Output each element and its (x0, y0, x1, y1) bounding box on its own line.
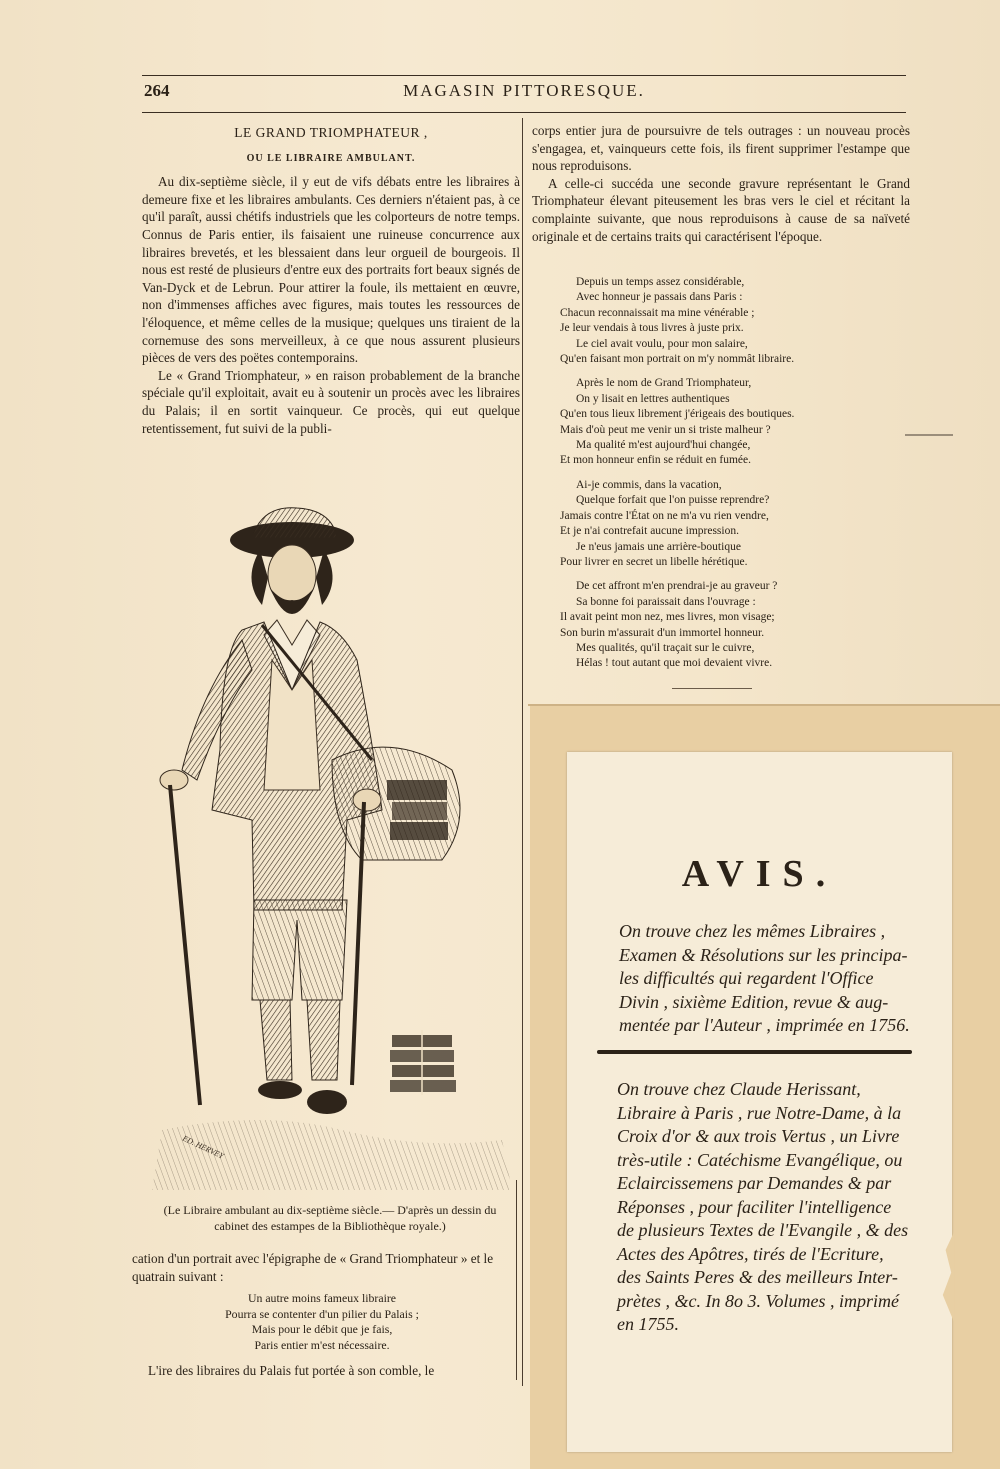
avis-line: Actes des Apôtres, tirés de l'Ecriture, (617, 1243, 884, 1264)
poem-line: Son burin m'assurait d'un immortel honneur. (560, 626, 765, 639)
paragraph: A celle-ci succéda une seconde gravure représentant le Grand Triomphateur élevant piteusement les bras vers le ciel et récitant la complainte suivante, que nous reproduisons à cause de sa naïveté originale et de certains traits qui caractérisent l'époque. (532, 175, 910, 244)
avis-line: On trouve chez les mêmes Libraires , (619, 921, 886, 941)
article-column-left (142, 122, 520, 437)
quatrain (132, 1291, 512, 1353)
avis-line: des Saints Peres & des meilleurs Inter- (617, 1267, 898, 1287)
margin-mark (905, 434, 953, 436)
avis-title: AVIS. (681, 853, 838, 895)
engraver-signature: ED. HERVEY (181, 1133, 226, 1161)
poem-line: Il avait peint mon nez, mes livres, mon visage; (560, 611, 775, 624)
avis-line: mentée par l'Auteur , imprimée en 1756. (619, 1015, 910, 1035)
poem-line: Et mon honneur enfin se réduit en fumée. (560, 454, 751, 467)
quatrain-line: Mais pour le débit que je fais, (251, 1322, 393, 1337)
poem-line: Jamais contre l'État on ne m'a vu rien vendre, (560, 509, 769, 522)
avis-line: de plusieurs Textes de l'Evangile , & des (617, 1220, 909, 1240)
avis-line: Divin , sixième Edition, revue & aug- (619, 991, 889, 1012)
avis-line: Eclaircissemens par Demandes & par (617, 1173, 892, 1193)
article-title: LE GRAND TRIOMPHATEUR , (234, 125, 428, 140)
avis-paragraph-1 (619, 920, 919, 1038)
page-number: 264 (144, 81, 170, 100)
avis-paragraph-2 (617, 1078, 927, 1337)
poem-line: Depuis un temps assez considérable, (576, 276, 745, 288)
complainte-poem (560, 275, 860, 681)
poem-line: Qu'en tous lieux librement j'érigeais des boutiques. (560, 408, 795, 421)
peddler-figure-engraving (142, 490, 522, 1190)
poem-stanza (560, 478, 860, 570)
avis-line: Croix d'or & aux trois Vertus , un Livre (617, 1126, 900, 1146)
poem-line: Chacun reconnaissait ma mine vénérable ; (560, 306, 755, 319)
poem-line: Je n'eus jamais une arrière-boutique (576, 540, 741, 553)
avis-line: prètes , &c. In 8o 3. Volumes , imprimé (617, 1290, 899, 1311)
poem-line: Ma qualité m'est aujourd'hui changée, (576, 439, 751, 452)
poem-line: De cet affront m'en prendrai-je au graveur ? (576, 580, 778, 593)
avis-line: très-utile : Catéchisme Evangélique, ou (617, 1149, 903, 1170)
avis-divider (597, 1050, 912, 1054)
avis-line: Réponses , pour faciliter l'intelligence (617, 1196, 892, 1217)
page-header (142, 75, 906, 113)
paragraph: Au dix-septième siècle, il y eut de vifs débats entre les libraires à demeure fixe et les libraires ambulants. Ces derniers n'étaient pas, à ce qu'il paraît, aussi chétifs industriels que les colporteurs de notre temps. Connus de Paris entier, ils faisaient une ruineuse concurrence aux libraires brevetés, et les blessaient dans leur orgueil de bourgeois. Il nous est resté de plusieurs d'entre eux des portraits fort beaux signés de Van-Dyck et de Lebrun. Pour attirer la foule, ils mettaient en œuvre, non d'immenses affiches avec figures, mais toutes les ressources de l'éloquence, et même celles de la musique; quelques uns tiraient de la cornemuse des sons merveilleux, à ce que nous assurent plusieurs pièces de vers des poëtes contemporains. (142, 174, 520, 366)
book-bundle-icon (390, 1030, 456, 1095)
avis-line: Libraire à Paris , rue Notre-Dame, à la (617, 1102, 902, 1123)
poem-line: On y lisait en lettres authentiques (576, 392, 730, 405)
avis-line: en 1755. (617, 1314, 679, 1334)
avis-line: Examen & Résolutions sur les principa- (619, 944, 908, 965)
poem-line: Avec honneur je passais dans Paris : (576, 291, 743, 304)
column-divider (522, 118, 523, 1386)
poem-stanza (560, 275, 860, 367)
poem-line: Qu'en faisant mon portrait on m'y nommât libraire. (560, 353, 795, 366)
illustration-caption: (Le Libraire ambulant au dix-septième siècle.— D'après un dessin du cabinet des estampes de la Bibliothèque royale.) (163, 1203, 497, 1233)
torn-paper-edge (940, 1232, 954, 1322)
quatrain-line: Pourra se contenter d'un pilier du Palais ; (225, 1306, 419, 1321)
poem-line: Quelque forfait que l'on puisse reprendre? (576, 494, 770, 507)
quatrain-line: Paris entier m'est nécessaire. (254, 1337, 390, 1352)
paragraph: corps entier jura de poursuivre de tels outrages : un nouveau procès s'engagea, et, vainqueurs cette fois, ils firent supprimer l'estampe que nous reproduisons. (532, 123, 910, 174)
article-column-right (532, 122, 910, 245)
poem-line: Mais d'où peut me venir un si triste malheur ? (560, 423, 771, 436)
poem-line: Après le nom de Grand Triomphateur, (576, 377, 752, 390)
poem-line: Pour livrer en secret un libelle hérétique. (560, 555, 748, 568)
column-divider-lower (516, 1180, 517, 1380)
paragraph: Le « Grand Triomphateur, » en raison probablement de la branche spéciale qu'il exploitait, avait eu à soutenir un procès avec les libraires du Palais; il en sortit vainqueur. Ce procès, qui eut quelque retentissement, fut suivi de la publi- (142, 367, 520, 436)
poem-line: Le ciel avait voulu, pour mon salaire, (576, 337, 748, 350)
poem-line: Mes qualités, qu'il traçait sur le cuivre, (576, 641, 755, 654)
article-continuation (132, 1250, 512, 1379)
journal-title: MAGASIN PITTORESQUE. (403, 81, 645, 100)
poem-end-rule (672, 688, 752, 689)
engraving-illustration (142, 490, 522, 1190)
poem-line: Ai-je commis, dans la vacation, (576, 478, 722, 491)
poem-line: Hélas ! tout autant que moi devaient vivre. (576, 657, 773, 670)
avis-line: les difficultés qui regardent l'Office (619, 968, 874, 988)
poem-line: Sa bonne foi paraissait dans l'ouvrage : (576, 595, 756, 608)
show-through-text (587, 772, 932, 810)
poem-stanza (560, 579, 860, 671)
avis-line: On trouve chez Claude Herissant, (617, 1079, 861, 1099)
paragraph: L'ire des libraires du Palais fut portée à son comble, le (148, 1362, 435, 1378)
poem-line: Et je n'ai contrefait aucune impression. (560, 525, 739, 538)
poem-line: Je leur vendais à tous livres à juste prix. (560, 322, 744, 335)
article-subtitle: OU LE LIBRAIRE AMBULANT. (246, 152, 416, 164)
paragraph: cation d'un portrait avec l'épigraphe de « Grand Triomphateur » et le quatrain suivant : (132, 1251, 494, 1284)
poem-stanza (560, 376, 860, 468)
avis-sheet (567, 752, 952, 1452)
quatrain-line: Un autre moins fameux libraire (247, 1291, 397, 1306)
